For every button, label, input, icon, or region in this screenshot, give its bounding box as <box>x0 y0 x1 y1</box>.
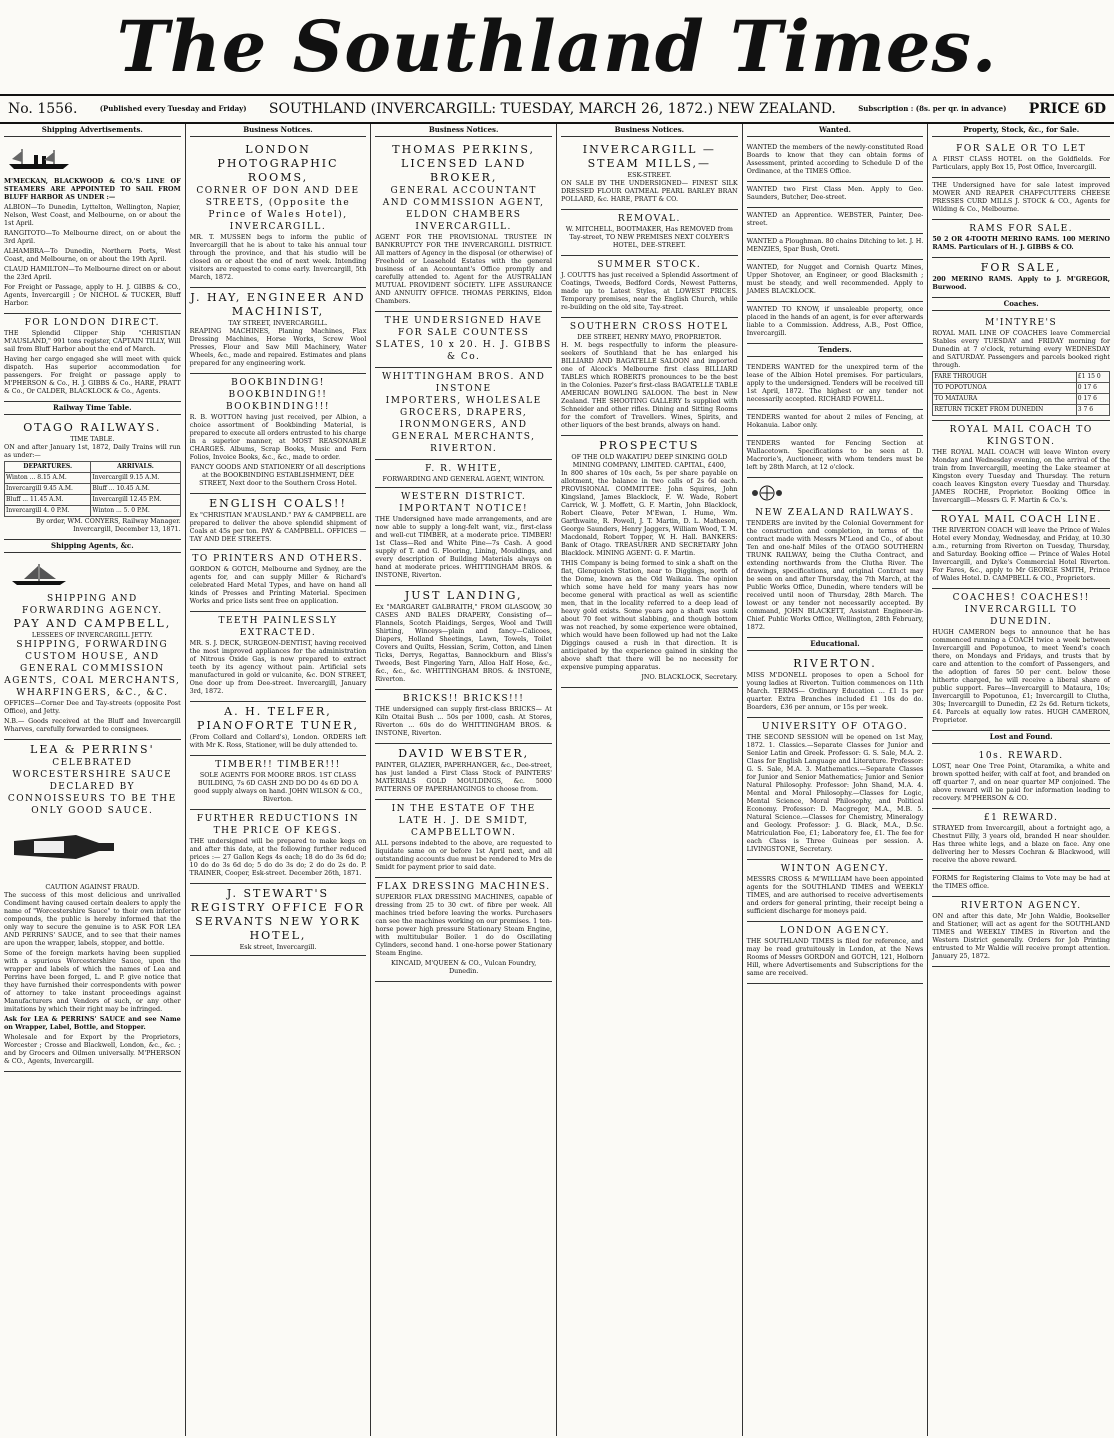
sailing-ship-icon <box>4 563 74 587</box>
ad-heading: F. R. WHITE, <box>425 464 503 474</box>
ad-body: THE undersigned can supply first-class BRICKS— At Kiln Otaitai Bush ... 50s per 1000, cash. At Stores, Riverton ... 60s do do WHITTINGHAM BROS. & INSTONE, Riverton. <box>375 705 552 737</box>
university-ad <box>747 718 924 860</box>
winton-agency-ad <box>747 860 924 922</box>
ad-body: ALL persons indebted to the above, are requested to liquidate same on or before 1st April next, and all outstanding accounts due must be rendered to Mrs de Smidt for payment prior to said date. <box>375 839 552 871</box>
kegs-ad <box>190 810 367 884</box>
ad-heading: THE UNDERSIGNED HAVE FOR SALE COUNTESS SLATES, 10 x 20. H. J. GIBBS & Co. <box>375 316 552 362</box>
ad-body: ON SALE BY THE UNDERSIGNED— FINEST SILK DRESSED FLOUR OATMEAL PEARL BARLEY BRAN POLLARD, &c. HARE, PRATT & CO. <box>561 179 738 203</box>
section-heading: Business Notices. <box>561 124 738 137</box>
ad-body: THE Undersigned have for sale latest improved MOWER AND REAPER CHAFFCUTTERS CHEESE PRESSES CURD MILLS J. STOCK & CO., Agents for Wilding & Co., Melbourne. <box>932 181 1110 213</box>
estate-notice-ad <box>375 800 552 878</box>
timetable-cell: Invercargill 9.45 A.M. <box>5 484 91 495</box>
newspaper-title: The Southland Times. <box>116 5 998 88</box>
timber-ad <box>190 756 367 810</box>
southern-cross-ad <box>561 318 738 436</box>
issue-number: No. 1556. <box>8 101 78 117</box>
ad-body: Having her cargo engaged she will meet with quick dispatch. Has superior accommodation for passengers. For freight or passage apply to M'PHERSON & Co., H. J. GIBBS & Co., HARE, PRATT & Co., Or CALDER, BLACKLOCK & Co., Agents. <box>4 355 181 395</box>
ad-subheading: INVERCARGILL TO DUNEDIN. <box>964 605 1078 627</box>
ad-body: SOLE AGENTS FOR MOORE BROS. 1ST CLASS BUILDING, 7s 6D CASH 2ND DO DO 4s 6D DO A good supply always on hand. JOHN WILSON & CO., Riverton. <box>193 771 363 803</box>
fare-cell: TO MATAURA <box>933 394 1076 405</box>
ad-heading: TO PRINTERS AND OTHERS. <box>192 554 364 564</box>
ad-heading: FOR SALE OR TO LET <box>956 144 1087 154</box>
ad-body: Wholesale and for Export by the Proprietors, Worcester ; Crosse and Blackwell, London, &c., &c. ; and by Grocers and Oilmen universally. M'PHERSON & CO., Agents, Invercargill. <box>4 1033 181 1065</box>
section-heading: Tenders. <box>747 344 924 357</box>
timetable-cell: Bluff ... 10.45 A.M. <box>91 484 180 495</box>
ad-body: Ask for LEA & PERRINS' SAUCE and see Name on Wrapper, Label, Bottle, and Stopper. <box>4 1015 181 1031</box>
masthead <box>0 0 1114 94</box>
ad-body: LOST, near One Tree Point, Otaramika, a white and brown spotted heifer, with calf at foot, and branded on off quarter 7, and on near quarter MP conjoined. The above reward will be paid for information leading to recovery. M'PHERSON & CO. <box>932 762 1110 802</box>
publication-days: (Published every Tuesday and Friday) <box>99 104 247 113</box>
ad-body: ON and after this date, Mr John Waldie, Bookseller and Stationer, will act as agent for the SOUTHLAND TIMES and WEEKLY TIMES in Riverton and the Western District generally. Orders for Job Printing entrusted to Mr Waldie will receive prompt attention. January 25, 1872. <box>932 912 1110 960</box>
fare-cell: 0 17 6 <box>1076 383 1109 394</box>
ad-body: Some of the foreign markets having been supplied with a spurious Worcestershire Sauce, upon the wrapper and labels of which the names of Lea and Perrins have been forged, L. and P. give notice that they have furnished their correspondents with power of attorney to take instant proceedings against Manufacturers and Vendors of such, or any other imitations by which their right may be infringed. <box>4 949 181 1013</box>
otago-railways-ad <box>4 418 181 540</box>
ad-body: Ex "MARGARET GALBRAITH," FROM GLASGOW, 30 CASES AND BALES DRAPERY, Consisting of— Flannels, Scotch Plaidings, Serges, Wool and Twill Shirting, Winceys—plain and fancy—Calicoes, Diapers, Holland Sheetings, Lawn, Towels, Toilet Covers and Quilts, Hessian, Scrim, Cotton, and Linen Ticks, Derrys, Regattas, Bannockburn and Bliss's Tweeds, Best Fingering Yarn, Alloa Half Hose, &c., &c., &c., &c. WHITTINGHAM BROS. & INSTONE, Riverton. <box>375 603 552 683</box>
wanted-ad <box>747 260 924 302</box>
section-heading: Business Notices. <box>190 124 367 137</box>
lea-perrins-ad <box>4 740 181 1072</box>
wanted-ad <box>747 234 924 260</box>
merino-sale-ad <box>932 258 1110 298</box>
ad-body: THE SOUTHLAND TIMES is filed for reference, and may be read gratuitously in London, at the News Rooms of Messrs GORDON and GOTCH, 121, Holborn Hill, where Advertisements and Subscriptions for the same are received. <box>746 937 924 977</box>
ad-body: A FIRST CLASS HOTEL on the Goldfields. For Particulars, apply Box 15, Post Office, Invercargill. <box>932 155 1110 171</box>
ad-subheading: CELEBRATED WORCESTERSHIRE SAUCE DECLARED BY CONNOISSEURS TO BE THE ONLY GOOD SAUCE. <box>7 758 177 816</box>
ad-subheading: TIME TABLE. <box>70 435 115 443</box>
fare-cell: 3 7 6 <box>1076 405 1109 416</box>
ad-body: AGENT FOR THE PROVISIONAL TRUSTEE IN BANKRUPTCY FOR THE INVERCARGILL DISTRICT. All matters of Agency in the disposal (or otherwise) of Freehold or Leasehold Estates with the general business of an Accountant's Office promptly and carefully attended to. Agent for the AUSTRALIAN MUTUAL PROVIDENT SOCIETY. LIFE ASSURANCE AND ANNUITY OFFICE. THOMAS PERKINS, Eldon Chambers. <box>375 233 552 305</box>
ad-body: (From Collard and Collard's), London. ORDERS left with Mr K. Ross, Stationer, will be duly attended to. <box>189 733 367 749</box>
just-landing-ad <box>375 586 552 690</box>
steam-mills-ad <box>561 140 738 210</box>
ad-body: MISS M'DONELL proposes to open a School for young ladies at Riverton. Tuition commences on 11th March. TERMS— Ordinary Education ... £1 1s per quarter. Extra Branches included £1 10s do do. Boarders, £36 per annum, or 15s per week. <box>746 671 924 711</box>
ad-subheading: ESK-STREET. <box>627 171 672 179</box>
slates-ad <box>375 312 552 368</box>
fare-cell: 0 17 6 <box>1076 394 1109 405</box>
ad-heading: TIMBER!! TIMBER!!! <box>215 760 341 770</box>
fare-cell: £1 15 0 <box>1076 372 1109 383</box>
dentist-ad <box>190 612 367 702</box>
english-coals-ad <box>190 494 367 550</box>
ad-heading: RAMS FOR SALE. <box>969 224 1074 234</box>
bookbinding-ad <box>190 374 367 494</box>
ad-heading: WESTERN DISTRICT. <box>401 492 527 502</box>
timetable-cell: Winton ... 8.15 A.M. <box>5 473 91 484</box>
hotel-sale-ad <box>932 140 1110 178</box>
column-5 <box>743 124 929 1436</box>
ad-body: WANTED TO KNOW, if unsaleable property, once placed in the hands of an agent, is for ever afterwards liable to a Commission. Address, A.B., Post Office, Invercargill. <box>746 305 924 337</box>
ad-heading: BRICKS!! BRICKS!!! <box>402 694 525 704</box>
ad-body: STRAYED from Invercargill, about a fortnight ago, a Chestnut Filly, 3 years old, branded H near shoulder. Has three white legs, and a blaze on face. Any one delivering her to Messrs Cochran & Blackwood, will receive the above reward. <box>932 824 1110 864</box>
ad-heading: ROYAL MAIL COACH TO KINGSTON. <box>949 425 1093 447</box>
ad-heading: PAY AND CAMPBELL, <box>13 617 172 630</box>
ad-body: H. M. begs respectfully to inform the pleasure-seekers of Southland that he has enlarged his BILLIARD AND BAGATELLE SALOON and imported one of Alcock's Melbourne first class BILLIARD TABLES which ROBERTS pronounces to be the best in the Colonies. Pazer's first-class BAGATELLE TABLE AMERICAN BOWLING SALOON. The best in New Zealand. THE SHOOTING GALLERY Is supplied with Schneider and other rifles. Dining and Sitting Rooms for the comfort of Travellers. Wines, Spirits, and other liquors of the best brands, always on hand. <box>561 341 738 429</box>
timetable-header: ARRIVALS. <box>91 462 180 473</box>
alhambra-sailing: ALHAMBRA—To Dunedin, Northern Ports, West Coast, and Melbourne, on or about the 19th April. <box>4 247 181 263</box>
ad-heading: 10s. REWARD. <box>978 751 1064 761</box>
ad-subheading: CORNER OF DON AND DEE STREETS, (Opposite the Prince of Wales Hotel), INVERCARGILL. <box>196 186 360 232</box>
ad-heading: DAVID WEBSTER, <box>398 747 530 760</box>
albion-sailing: ALBION—To Dunedin, Lyttelton, Wellington, Napier, Nelson, West Coast, and Melbourne, on or about the 1st April. <box>4 203 181 227</box>
fare-cell: FARE THROUGH <box>933 372 1076 383</box>
ad-heading: INVERCARGILL —STEAM MILLS,— <box>582 143 716 170</box>
ad-body: ROYAL MAIL LINE OF COACHES leave Commercial Stables every TUESDAY and FRIDAY morning for Dunedin at 7 o'clock, returning every WEDNESDAY and SATURDAY. Passengers and parcels booked right through. <box>932 329 1110 369</box>
registry-office-ad <box>190 884 367 956</box>
western-district-ad <box>375 488 552 586</box>
ad-heading: SOUTHERN CROSS HOTEL <box>569 322 729 332</box>
ad-body: MR. S. J. DECK, SURGEON-DENTIST, having received the most improved appliances for the administration of Nitrous Oxide Gas, is now prepared to extract teeth by its agency without pain. Artificial sets manufactured in gold or vulcanite, &c. DON STREET, One door up from Dee-street. Invercargill, January 3rd, 1872. <box>189 639 367 695</box>
ad-subheading: CAUTION AGAINST FRAUD. <box>45 883 140 891</box>
wanted-ad <box>747 208 924 234</box>
ad-heading: FOR SALE, <box>980 261 1062 274</box>
kingston-coach-ad <box>932 421 1110 511</box>
tender-ad <box>747 436 924 478</box>
ad-heading: TEETH PAINLESSLY EXTRACTED. <box>218 616 338 638</box>
ad-heading: WINTON AGENCY. <box>780 864 890 874</box>
timetable-cell: Winton ... 5. 0 P.M. <box>91 506 180 517</box>
section-heading: Business Notices. <box>375 124 552 137</box>
reward-ad <box>932 809 1110 871</box>
ad-body: 50 2 OR 4-TOOTH MERINO RAMS. 100 MERINO RAMS. Particulars of H. J. GIBBS & CO. <box>932 235 1110 251</box>
steamship-icon <box>4 147 74 171</box>
ad-body: HUGH CAMERON begs to announce that he has commenced running a COACH twice a week between Invercargill and Popotunoa, to meet Yeend's coach there, on Mondays and Fridays, and trusts that by care and attention to the comfort of Passengers, and the adoption of fares 50 per cent. below those hitherto charged, he will receive a liberal share of public support. Fares—Invercargill to Mataura, 10s; Invercargill to Popotunoa, £1; Invercargill to Clutha, 30s; Invercargill to Dunedin, £2 2s 6d. Return tickets, £4. Parcels at equally low rates. HUGH CAMERON, Proprietor. <box>932 628 1110 724</box>
sauce-bottle-icon <box>4 821 124 877</box>
printers-ad <box>190 550 367 612</box>
ad-subheading: TAY STREET, INVERCARGILL. <box>228 319 328 327</box>
hay-engineer-ad <box>190 288 367 374</box>
section-heading: Educational. <box>747 638 924 651</box>
wanted-ad <box>747 182 924 208</box>
ad-subheading: LESSEES OF INVERCARGILL JETTY. <box>31 631 153 639</box>
ad-body: WANTED a Ploughman. 80 chains Ditching to let. J. H. MENZIES, Spar Bush, Oreti. <box>746 237 924 253</box>
ad-body: 200 MERINO RAMS. Apply to J. M'GREGOR, Burwood. <box>932 275 1110 291</box>
section-heading: Railway Time Table. <box>4 402 181 415</box>
dunedin-coach-ad <box>932 589 1110 731</box>
ad-body: Ex "CHRISTIAN M'AUSLAND." PAY & CAMPBELL are prepared to deliver the above splendid shipment of Coals at 45s per ton. PAY & CAMPBELL. OFFICES — TAY AND DEE STREETS. <box>189 511 367 543</box>
timetable-cell: Invercargill 4. 0 P.M. <box>5 506 91 517</box>
section-heading: Shipping Advertisements. <box>4 124 181 137</box>
place-date: SOUTHLAND (INVERCARGILL: TUESDAY, MARCH 26, 1872.) NEW ZEALAND. <box>268 101 836 117</box>
ad-heading: LEA & PERRINS' <box>30 743 155 756</box>
ad-body: SUPERIOR FLAX DRESSING MACHINES, capable of dressing from 25 to 30 cwt. of fibre per week. All machines tried before leaving the works. Purchasers can see the machines working on our premises. 1 ten-horse power high pressure Stationary Steam Engine, with multitubular Boiler. 1 do do Oscillating Cylinders, second hand. 1 one-horse power Stationary Steam Engine. <box>375 893 552 957</box>
rangitoto-sailing: RANGITOTO—To Melbourne direct, on or about the 3rd April. <box>4 229 181 245</box>
riverton-agency-ad <box>932 897 1110 967</box>
column-2 <box>186 124 372 1436</box>
ad-heading: RIVERTON. <box>793 657 877 670</box>
section-heading: Coaches. <box>932 298 1110 311</box>
ad-heading: LONDON AGENCY. <box>779 926 891 936</box>
ad-heading: JUST LANDING, <box>404 589 523 602</box>
ad-heading: FLAX DRESSING MACHINES. <box>376 882 551 892</box>
price: PRICE 6D <box>1028 101 1106 117</box>
piano-tuner-ad <box>190 702 367 756</box>
ad-body: FANCY GOODS AND STATIONERY Of all descriptions at the BOOKBINDING ESTABLISHMENT, DEE STREET, Next door to the Southern Cross Hotel. <box>190 463 366 487</box>
ad-subheading: IMPORTANT NOTICE! <box>399 504 529 514</box>
section-heading: Shipping Agents, &c. <box>4 540 181 553</box>
nz-railways-ad <box>747 478 924 638</box>
thomas-perkins-ad <box>375 140 552 312</box>
ad-heading: £1 REWARD. <box>983 813 1059 823</box>
fare-cell: TO POPOTUNOA <box>933 383 1076 394</box>
ad-signature: JNO. BLACKLOCK, Secretary. <box>641 673 738 681</box>
ad-body: TENDERS WANTED for the unexpired term of the lease of the Albion Hotel premises. For particulars, apply to the undersigned. Tenders will be received till 1st April, 1872. The highest or any tender not necessarily accepted. RICHARD FOWELL. <box>746 363 924 403</box>
ad-body: The success of this most delicious and unrivalled Condiment having caused certain dealers to apply the name of "Worcestershire Sauce" to their own inferior compounds, the public is hereby informed that the only way to secure the genuine is to ASK FOR LEA AND PERRINS' SAUCE, and to see that their names are upon the wrapper, labels, stopper, and bottle. <box>4 891 181 947</box>
ad-heading: ROYAL MAIL COACH LINE. <box>940 515 1102 525</box>
mower-ad <box>932 178 1110 220</box>
ad-heading: SHIPPING, FORWARDING CUSTOM HOUSE, AND GENERAL COMMISSION AGENTS, COAL MERCHANTS, WHARFINGERS, &C., &C. <box>4 640 181 698</box>
ad-heading: REMOVAL. <box>617 214 681 224</box>
ad-body: REAPING MACHINES, Planing Machines, Flax Dressing Machines, Horse Works, Screw Wool Presses, Flour and Saw Mill Machinery, Water Wheels, &c., made and repaired. Estimates and plans prepared for any engineering work. <box>189 327 367 367</box>
riverton-coach-ad <box>932 511 1110 589</box>
ad-body: THE Undersigned have made arrangements, and are now able to supply a long-felt want, viz., first-class and well-cut TIMBER, at a moderate price. TIMBER! 1st Class—Red and White Pine—7s Cash. A good supply of T. and G. Flooring, Lining, Mouldings, and every description of Building Materials always on hand at moderate prices. WHITTINGHAM BROS. & INSTONE, Riverton. <box>375 515 552 579</box>
ad-body: WANTED an Apprentice. WEBSTER, Painter, Dee-street. <box>746 211 924 227</box>
ad-body: THE SECOND SESSION will be opened on 1st May, 1872. 1. Classics.—Separate Classes for Junior and Senior Latin and Greek. Professor: G. S. Sale, M.A. 2. Class for English Language and Literature. Professor: G. S. Sale, M.A. 3. Mathematics.—Separate Classes for Junior and Senior Mathematics; Junior and Senior Natural Philosophy. Professor: John Shand, M.A. 4. Mental and Moral Philosophy.—Classes for Logic, Mental Science, Moral Philosophy, and Political Economy. Professor: D. Macgregor, M.A., M.B. 5. Natural Science.—Classes for Chemistry, Mineralogy and Geology. Professor: J. G. Black, M.A., D.Sc. Matriculation Fee, £1; Laboratory fee, £1. The fee for each Class is Three Guineas per session. A. LIVINGSTONE, Secretary. <box>746 733 924 853</box>
ad-body: WANTED two First Class Men. Apply to Geo. Saunders, Butcher, Dee-street. <box>746 185 924 201</box>
ad-subheading: Esk street, Invercargill. <box>239 943 317 951</box>
line-heading: M'MECKAN, BLACKWOOD & CO.'S LINE OF STEAMERS ARE APPOINTED TO SAIL FROM BLUFF HARBOR AS UNDER :— <box>4 177 181 201</box>
timetable-cell: Bluff ... 11.45 A.M. <box>5 495 91 506</box>
fare-cell: RETURN TICKET FROM DUNEDIN <box>933 405 1076 416</box>
ad-signature: KINCAID, M'QUEEN & CO., Vulcan Foundry, Dunedin. <box>391 959 537 975</box>
ad-heading: LONDON PHOTOGRAPHIC ROOMS, <box>217 143 339 184</box>
ad-heading: SHIPPING AND FORWARDING AGENCY. <box>22 594 163 616</box>
column-4 <box>557 124 743 1436</box>
tender-ad <box>747 410 924 436</box>
claud-sailing: CLAUD HAMILTON—To Melbourne direct on or about the 23rd April. <box>4 265 181 281</box>
ad-body: TENDERS wanted for about 2 miles of Fencing, at Hokanuia. Labor only. <box>746 413 924 429</box>
timetable <box>4 461 181 517</box>
ad-body: PAINTER, GLAZIER, PAPERHANGER, &c., Dee-street, has just landed a First Class Stock of PAINTERS' MATERIALS GOLD MOULDINGS, &c. 5000 PATTERNS OF PAPERHANGINGS to choose from. <box>375 761 552 793</box>
wanted-ad <box>747 302 924 344</box>
ad-heading: RIVERTON AGENCY. <box>960 901 1082 911</box>
ad-heading: FOR LONDON DIRECT. <box>24 318 161 328</box>
london-direct-ad <box>4 314 181 402</box>
ad-subheading: DEE STREET, HENRY MAYO, PROPRIETOR. <box>577 333 722 341</box>
ad-body: In 800 shares of 10s each, 5s per share payable on allotment, the balance in two calls of 2s 6d each. PROVISIONAL COMMITTEE: John Squires, John Kingsland, James Blacklock, F. W. Wade, Robert Carrick, W. J. Moffett, G. F. Martin, John Blacklock, Robert Cleave, Peter M'Ewan, I. Hume, Wm. Garthwaite, R. Powell, J. T. Martin, D. L. Matheson, George Saunders, Henry Jaggers, William Wood, T. M. Macdonald, Robert Topper, W. H. Hall. BANKERS: Bank of Otago. TREASURER AND SECRETARY John Blacklock. MINING AGENT: G. F. Martin. <box>561 469 738 557</box>
riverton-school-ad <box>747 654 924 718</box>
ad-subheading: IMPORTERS, WHOLESALE GROCERS, DRAPERS, IRONMONGERS, AND GENERAL MERCHANTS, RIVERTON. <box>385 396 542 454</box>
timetable-header: DEPARTURES. <box>5 462 91 473</box>
ad-body: W. MITCHELL, BOOTMAKER, Has REMOVED from Tay-street, TO NEW PREMISES NEXT COLYER'S HOTEL, DEE-STREET. <box>565 225 733 249</box>
rams-ad <box>932 220 1110 258</box>
whittingham-ad <box>375 368 552 460</box>
ad-heading: OTAGO RAILWAYS. <box>23 421 162 434</box>
ad-heading: ENGLISH COALS!! <box>209 497 347 510</box>
section-heading: Lost and Found. <box>932 731 1110 744</box>
ad-heading: IN THE ESTATE OF THE LATE H. J. DE SMIDT, CAMPBELLTOWN. <box>391 804 536 838</box>
fr-white-ad <box>375 460 552 488</box>
ad-heading: UNIVERSITY OF OTAGO. <box>761 722 909 732</box>
ad-body: THIS Company is being formed to sink a shaft on the flat, Glenquoich Station, near to Diggings, north of the Dome, known as the Old Waikaia. The opinion which some have held for many years has now become general with practical as well as scientific men, that in the locality referred to a deep lead of heavy gold exists. Some years ago a shaft was sunk about 70 feet without slabbing, and though bottom was not reached, by some experience were obtained, which would have been followed up had not the Lake Diggings caused a rush in that direction. It is anticipated by the experience gained in sinking the above shaft that there will be no necessity for expensive pumping apparatus. <box>561 559 738 671</box>
royal-crest-icon <box>747 483 787 503</box>
ad-body: THE undersigned will be prepared to make kegs on and after this date, at the following further reduced prices :— 27 Gallon Kegs 4s each; 18 do do 3s 6d do; 10 do do 3s 6d do; 5 do do 3s do; 2 do do 2s do. P. TRAINER, Cooper, Esk-street. December 26th, 1871. <box>189 837 367 877</box>
ad-heading: COACHES! COACHES!! <box>952 593 1090 603</box>
ad-body: N.B.— Goods received at the Bluff and Invercargill Wharves, carefully forwarded to consignees. <box>4 717 181 733</box>
fare-table <box>932 371 1110 416</box>
ad-subheading: GENERAL ACCOUNTANT AND COMMISSION AGENT, ELDON CHAMBERS INVERCARGILL. <box>382 186 545 232</box>
ad-heading: PROSPECTUS <box>599 439 700 452</box>
column-3 <box>371 124 557 1436</box>
steamer-line-ad <box>4 140 181 314</box>
section-heading: Wanted. <box>747 124 924 137</box>
ad-heading: WHITTINGHAM BROS. AND INSTONE <box>382 372 546 394</box>
freight-agents: For Freight or Passage, apply to H. J. GIBBS & CO., Agents, Invercargill ; Or NICHOL & TUCKER, Bluff Harbor. <box>4 283 181 307</box>
tender-ad <box>747 360 924 410</box>
column-6 <box>928 124 1114 1436</box>
removal-ad <box>561 210 738 256</box>
bricks-ad <box>375 690 552 744</box>
ad-heading: J. HAY, ENGINEER AND MACHINIST, <box>190 291 366 318</box>
ad-body: WANTED, for Nugget and Cornish Quartz Mines, Upper Shotover, an Engineer, or good Blacksmith ; must be steady, and well recommended. Apply to JAMES BLACKLOCK. <box>746 263 924 295</box>
dateline <box>0 94 1114 124</box>
ad-heading: NEW ZEALAND RAILWAYS. <box>755 508 915 518</box>
mintyre-coach-ad <box>932 314 1110 421</box>
pay-campbell-ad <box>4 556 181 740</box>
columns <box>0 124 1114 1436</box>
timetable-cell: Invercargill 12.45 P.M. <box>91 495 180 506</box>
ad-body: ON and after January 1st, 1872, Daily Trains will run as under:— <box>4 443 181 459</box>
summer-stock-ad <box>561 256 738 318</box>
ad-body: MR. T. MUSSEN begs to inform the public of Invercargill that he is about to take his annual tour through the province, and that his studio will be closed on or about the end of next week. Intending visitors are requested to come early. Invercargill, 5th March, 1872. <box>189 233 367 281</box>
ad-body: MESSRS CROSS & M'WILLIAM have been appointed agents for the SOUTHLAND TIMES and WEEKLY TIMES, and are authorised to receive advertisements and orders for general printing, their receipt being a sufficient discharge for moneys paid. <box>746 875 924 915</box>
ad-body: J. COUTTS has just received a Splendid Assortment of Coatings, Tweeds, Bedford Cords, Newest Patterns, made up to Latest Styles, at LOWEST PRICES. Temporary premises, near the English Church, while re-building on the old site, Tay-street. <box>561 271 738 311</box>
photographic-rooms-ad <box>190 140 367 288</box>
ad-heading: FURTHER REDUCTIONS IN THE PRICE OF KEGS. <box>196 814 360 836</box>
reward-ad <box>932 747 1110 809</box>
ad-subheading: OF THE OLD WAKATIPU DEEP SINKING GOLD MINING COMPANY, LIMITED. CAPITAL, £400, <box>571 453 728 469</box>
ad-subheading: FORWARDING AND GENERAL AGENT, WINTON. <box>382 475 545 483</box>
flax-machines-ad <box>375 878 552 982</box>
ad-body: THE RIVERTON COACH will leave the Prince of Wales Hotel every Monday, Wednesday, and Friday, at 10.30 a.m., returning from Riverton on Tuesday, Thursday, and Saturday. Booking office — Prince of Wales Hotel Invercargill, and Dyke's Commercial Hotel Riverton. For Fares, &c., apply to Mr GEORGE SMITH, Prince of Wales Hotel. D. CAMPBELL & CO., Proprietors. <box>932 526 1110 582</box>
ad-body: FORMS for Registering Claims to Vote may be had at the TIMES office. <box>932 874 1110 890</box>
ad-heading: BOOKBINDING! BOOKBINDING!! BOOKBINDING!!! <box>225 378 330 412</box>
section-heading: Property, Stock, &c., for Sale. <box>932 124 1110 137</box>
column-1 <box>0 124 186 1436</box>
ad-body: OFFICES—Corner Dee and Tay-streets (opposite Post Office), and Jetty. <box>4 699 181 715</box>
ad-signature: By order, WM. CONYERS, Railway Manager. Invercargill, December 13, 1871. <box>36 517 181 533</box>
ad-body: R. B. WOTTON having just received, per Albion, a choice assortment of Bookbinding Material, is prepared to execute all orders entrusted to his charge in a superior manner, at MOST REASONABLE CHARGES. Albums, Scrap Books, Music and Fern Folios, Invoice Books, &c., &c., made to order. <box>189 413 367 461</box>
ad-heading: A. H. TELFER, PIANOFORTE TUNER, <box>197 705 359 732</box>
london-agency-ad <box>747 922 924 984</box>
ad-body: TENDERS wanted for Fencing Section at Wallacetown. Specifications to be seen at D. Macrorie's, Auctioneer, with whom tenders must be left by 28th March, at 12 o'clock. <box>746 439 924 471</box>
wanted-ad <box>747 140 924 182</box>
forms-ad <box>932 871 1110 897</box>
ad-heading: SUMMER STOCK. <box>597 260 702 270</box>
subscription-note: Subscription : (8s. per qr. in advance) <box>858 104 1007 113</box>
ad-heading: J. STEWART'S REGISTRY OFFICE FOR SERVANTS NEW YORK HOTEL, <box>190 887 366 942</box>
ad-body: GORDON & GOTCH, Melbourne and Sydney, are the agents for, and can supply Miller & Richard's celebrated Hard Metal Types, and have on hand all kinds of Presses and Printing Material. Specimen Works and price lists sent free on application. <box>189 565 367 605</box>
david-webster-ad <box>375 744 552 800</box>
ad-body: THE ROYAL MAIL COACH will leave Winton every Monday and Wednesday evening, on the arrival of the train from Invercargill, meeting the Lake steamer at Kingston every Tuesday and Thursday. The return coach leaves Kingston every Tuesday and Thursday. JAMES ROCHE, Proprietor. Booking Office in Invercargill—Messrs G. F. Martin & Co.'s. <box>932 448 1110 504</box>
ad-heading: THOMAS PERKINS, LICENSED LAND BROKER, <box>392 143 536 184</box>
ad-body: WANTED the members of the newly-constituted Road Boards to know that they can obtain forms of Assessment, printed according to Schedule D of the Ordinance, at the TIMES Office. <box>746 143 924 175</box>
ad-heading: M'INTYRE'S <box>985 318 1058 328</box>
prospectus-ad <box>561 436 738 688</box>
ad-body: THE Splendid Clipper Ship "CHRISTIAN M'AUSLAND," 991 tons register, CAPTAIN TILLY, Will sail from Bluff Harbor about the end of March. <box>4 329 181 353</box>
ad-body: TENDERS are invited by the Colonial Government for the construction and completion, in terms of the contract made with Messrs M'Leod and Co., of about Ten and one-half Miles of the OTAGO SOUTHERN TRUNK RAILWAY, being the Clutha Contract, and extending northwards from the Clutha River. The drawings, specifications, and original Contract may be seen on and after Thursday, the 7th March, at the Public Works Office, Dunedin, where tenders will be received until noon of Thursday, 28th March. The lowest or any tender not necessarily accepted. By command, JOHN BLACKETT, Assistant Engineer-in-Chief. Public Works Office, Wellington, 28th February, 1872. <box>746 519 924 631</box>
timetable-cell: Invercargill 9.15 A.M. <box>91 473 180 484</box>
